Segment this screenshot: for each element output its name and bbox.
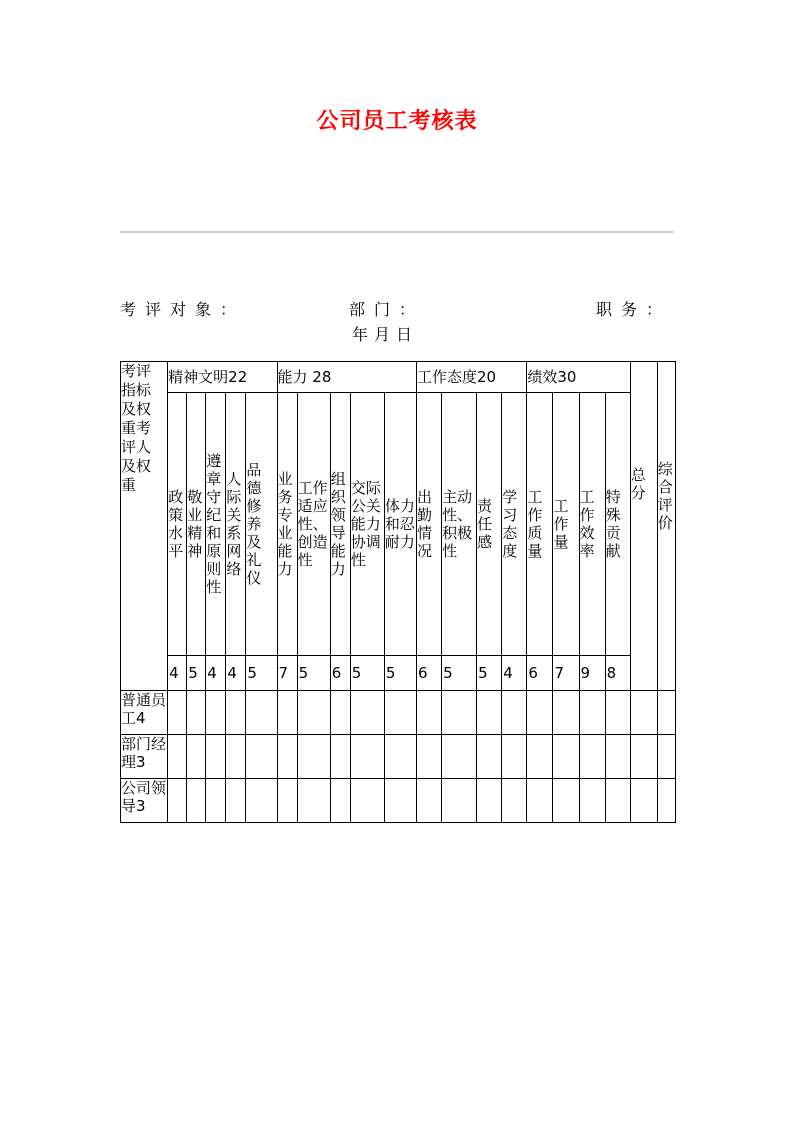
score-cell[interactable] — [416, 779, 441, 823]
title-divider — [120, 231, 674, 233]
criteria-row — [121, 393, 676, 656]
page-title: 公司员工考核表 — [316, 109, 478, 134]
score-cell[interactable] — [246, 735, 277, 779]
score-cell[interactable] — [502, 779, 527, 823]
score-cell[interactable] — [226, 691, 246, 735]
criterion-weight: 4 — [168, 656, 187, 691]
group-header-attitude: 工作态度20 — [416, 362, 526, 393]
score-cell[interactable] — [477, 691, 502, 735]
score-cell[interactable] — [246, 779, 277, 823]
criterion-header-cell — [350, 393, 384, 656]
rater-label-staff: 普通员工4 — [121, 691, 168, 735]
criterion-label: 人际关系网络 — [226, 470, 242, 578]
score-cell[interactable] — [477, 735, 502, 779]
rater-row — [121, 779, 676, 823]
criterion-weight: 9 — [579, 656, 605, 691]
score-cell[interactable] — [384, 779, 416, 823]
score-cell[interactable] — [226, 735, 246, 779]
rater-row — [121, 735, 676, 779]
score-cell[interactable] — [442, 691, 477, 735]
score-cell[interactable] — [527, 779, 553, 823]
score-cell[interactable] — [553, 735, 579, 779]
criterion-weight: 5 — [477, 656, 502, 691]
evaluation-table — [120, 361, 676, 823]
score-cell[interactable] — [579, 779, 605, 823]
criterion-weight: 6 — [416, 656, 441, 691]
criterion-label: 交际公关能力协调性 — [350, 479, 381, 569]
criterion-header-cell — [579, 393, 605, 656]
score-cell[interactable] — [579, 691, 605, 735]
criterion-weight: 6 — [330, 656, 350, 691]
score-cell[interactable] — [277, 779, 297, 823]
score-cell[interactable] — [630, 779, 657, 823]
criterion-weight: 5 — [246, 656, 277, 691]
score-cell[interactable] — [527, 735, 553, 779]
criterion-header-cell — [605, 393, 630, 656]
score-cell[interactable] — [206, 735, 226, 779]
corner-header-cell — [121, 362, 168, 691]
criterion-label: 遵章守纪和原则性 — [206, 452, 222, 596]
criterion-weight: 4 — [206, 656, 226, 691]
criterion-header-cell — [277, 393, 297, 656]
score-cell[interactable] — [187, 691, 206, 735]
score-cell[interactable] — [277, 735, 297, 779]
score-cell[interactable] — [330, 779, 350, 823]
criterion-label: 工作效率 — [579, 488, 595, 560]
criterion-label: 主动性、积极性 — [442, 488, 473, 560]
score-cell[interactable] — [277, 691, 297, 735]
score-cell[interactable] — [657, 735, 675, 779]
criterion-label: 责任感 — [477, 497, 493, 551]
criterion-header-cell — [226, 393, 246, 656]
criterion-label: 业务专业能力 — [277, 470, 293, 578]
overall-evaluation-header: 综合评价 — [657, 460, 673, 532]
criterion-header-cell — [187, 393, 206, 656]
criterion-label: 出勤情况 — [416, 488, 432, 560]
score-cell[interactable] — [442, 779, 477, 823]
criterion-header-cell — [330, 393, 350, 656]
criterion-weight: 5 — [442, 656, 477, 691]
criterion-header-cell — [206, 393, 226, 656]
criterion-header-cell — [384, 393, 416, 656]
score-cell[interactable] — [206, 691, 226, 735]
score-cell[interactable] — [226, 779, 246, 823]
score-cell[interactable] — [442, 735, 477, 779]
criterion-header-cell — [246, 393, 277, 656]
score-cell[interactable] — [502, 691, 527, 735]
score-cell[interactable] — [605, 691, 630, 735]
rater-label-leader: 公司领导3 — [121, 779, 168, 823]
position-label: 职务： — [596, 300, 672, 319]
criterion-label: 学习态度 — [502, 488, 518, 560]
criterion-label: 特殊贡献 — [605, 488, 621, 560]
score-cell[interactable] — [657, 691, 675, 735]
criterion-weight: 6 — [527, 656, 553, 691]
criterion-weight: 5 — [187, 656, 206, 691]
group-header-ability: 能力 28 — [277, 362, 416, 393]
score-cell[interactable] — [416, 735, 441, 779]
criterion-label: 政策水平 — [168, 488, 184, 560]
score-cell[interactable] — [297, 691, 330, 735]
rater-row — [121, 691, 676, 735]
score-cell[interactable] — [630, 691, 657, 735]
criterion-label: 工作质量 — [527, 488, 543, 560]
score-cell[interactable] — [384, 691, 416, 735]
criterion-weight: 7 — [277, 656, 297, 691]
score-cell[interactable] — [630, 735, 657, 779]
score-cell[interactable] — [330, 735, 350, 779]
criterion-label: 工作适应性、创造性 — [297, 479, 328, 569]
criterion-header-cell — [553, 393, 579, 656]
criterion-label: 品德修养及礼仪 — [246, 461, 262, 587]
criterion-header-cell — [297, 393, 330, 656]
criterion-header-cell — [477, 393, 502, 656]
rater-label-manager: 部门经理3 — [121, 735, 168, 779]
score-cell[interactable] — [350, 779, 384, 823]
overall-evaluation-header-cell — [657, 362, 675, 691]
score-cell[interactable] — [527, 691, 553, 735]
criterion-weight: 5 — [297, 656, 330, 691]
score-cell[interactable] — [502, 735, 527, 779]
score-cell[interactable] — [350, 691, 384, 735]
score-cell[interactable] — [297, 735, 330, 779]
criterion-header-cell — [168, 393, 187, 656]
criterion-weight: 8 — [605, 656, 630, 691]
criterion-header-cell — [442, 393, 477, 656]
corner-header: 考评指标及权重考评人及权重 — [121, 362, 152, 494]
criterion-header-cell — [502, 393, 527, 656]
group-header-performance: 绩效30 — [527, 362, 630, 393]
score-cell[interactable] — [477, 779, 502, 823]
criterion-label: 工作量 — [553, 497, 569, 551]
score-cell[interactable] — [579, 735, 605, 779]
score-cell[interactable] — [553, 691, 579, 735]
score-cell[interactable] — [605, 735, 630, 779]
score-cell[interactable] — [206, 779, 226, 823]
criterion-label: 敬业精神 — [187, 488, 203, 560]
score-cell[interactable] — [297, 779, 330, 823]
score-cell[interactable] — [187, 735, 206, 779]
criterion-weight: 4 — [226, 656, 246, 691]
score-cell[interactable] — [168, 779, 187, 823]
score-cell[interactable] — [246, 691, 277, 735]
criterion-label: 体力和忍耐力 — [384, 497, 415, 551]
criterion-label: 组织领导能力 — [330, 470, 346, 578]
criterion-header-cell — [527, 393, 553, 656]
criterion-weight: 4 — [502, 656, 527, 691]
total-score-header: 总分 — [630, 466, 646, 502]
target-label: 考评对象： — [120, 300, 246, 319]
group-header-spirit: 精神文明22 — [168, 362, 277, 393]
date-line: 年月日 — [352, 325, 419, 344]
criterion-weight: 7 — [553, 656, 579, 691]
score-cell[interactable] — [187, 779, 206, 823]
criterion-weight: 5 — [384, 656, 416, 691]
criterion-weight: 5 — [350, 656, 384, 691]
score-cell[interactable] — [168, 691, 187, 735]
criterion-header-cell — [416, 393, 441, 656]
score-cell[interactable] — [657, 779, 675, 823]
score-cell[interactable] — [384, 735, 416, 779]
total-score-header-cell — [630, 362, 657, 691]
score-cell[interactable] — [330, 691, 350, 735]
weights-row — [121, 656, 676, 691]
score-cell[interactable] — [350, 735, 384, 779]
score-cell[interactable] — [168, 735, 187, 779]
score-cell[interactable] — [605, 779, 630, 823]
score-cell[interactable] — [416, 691, 441, 735]
score-cell[interactable] — [553, 779, 579, 823]
department-label: 部门： — [349, 300, 425, 319]
